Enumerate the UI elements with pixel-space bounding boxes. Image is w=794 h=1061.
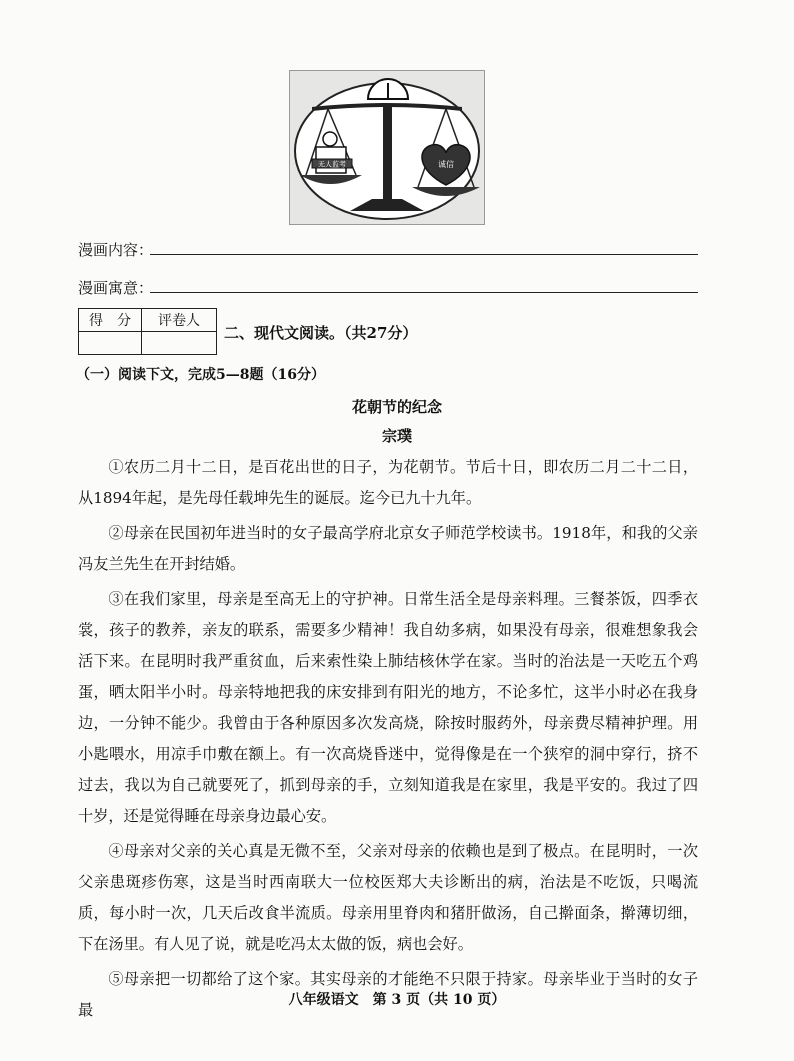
heart-label: 诚信 — [438, 160, 454, 169]
article-author: 宗璞 — [381, 427, 412, 445]
paragraph-4: ④母亲对父亲的关心真是无微不至，父亲对母亲的依赖也是到了极点。在昆明时，一次父亲患斑疹伤寒，这是当时西南联大一位校医郑大夫诊断出的病，治法是不吃饭，只喝流质，每小时一次，几天后改食半流质。母亲用里脊肉和猪肝做汤，自己擀面条，擀薄切细，下在汤里。有人见了说，就是吃冯太太做的饭，病也会好。 — [78, 842, 698, 953]
section-title: 二、现代文阅读。（共27分） — [224, 324, 418, 342]
cartoon-content-label: 漫画内容： — [78, 241, 154, 259]
page-footer: 八年级语文 第 3 页（共 10 页） — [288, 992, 506, 1008]
scale-cartoon — [289, 70, 485, 225]
score-cell[interactable] — [79, 332, 142, 355]
cartoon-meaning-line — [78, 278, 153, 298]
score-table — [78, 308, 217, 355]
cartoon-meaning-label: 漫画寓意： — [78, 279, 154, 297]
person-icon — [323, 132, 337, 146]
exam-sign-text: 无人监考 — [318, 160, 346, 169]
scale-post — [383, 105, 392, 201]
paragraph-5: ⑤母亲把一切都给了这个家。其实母亲的才能绝不只限于持家。母亲毕业于当时的女子最 — [78, 970, 698, 1019]
paragraph-3: ③在我们家里，母亲是至高无上的守护神。日常生活全是母亲料理。三餐茶饭，四季衣裳，孩子的教养，亲友的联系，需要多少精神！我自幼多病，如果没有母亲，很难想象我会活下来。在昆明时我严重贫血，后来索性染上肺结核休学在家。当时的治法是一天吃五个鸡蛋，晒太阳半小时。母亲特地把我的床安排到有阳光的地方，不论多忙，这半小时必在我身边，一分钟不能少。我曾由于各种原因多次发高烧，除按时服药外，母亲费尽精神护理。用小匙喂水，用凉手巾敷在额上。有一次高烧昏迷中，觉得像是在一个狭窄的洞中穿行，挤不过去，我以为自己就要死了，抓到母亲的手，立刻知道我是在家里，我是平安的。我过了四十岁，还是觉得睡在母亲身边最心安。 — [78, 590, 698, 825]
cartoon-content-line — [78, 240, 153, 260]
grader-header: 评卷人 — [142, 309, 217, 332]
cartoon-content-blank[interactable] — [150, 254, 698, 255]
article-body — [78, 452, 698, 1030]
cartoon-meaning-blank[interactable] — [150, 292, 698, 293]
score-header: 得 分 — [79, 309, 142, 332]
grader-cell[interactable] — [142, 332, 217, 355]
scale-drawing — [290, 71, 484, 224]
paragraph-2: ②母亲在民国初年进当时的女子最高学府北京女子师范学校读书。1918年，和我的父亲冯友兰先生在开封结婚。 — [78, 524, 698, 573]
question-title: （一）阅读下文，完成5—8题（16分） — [76, 367, 325, 383]
paragraph-1: ①农历二月十二日，是百花出世的日子，为花朝节。节后十日，即农历二月二十二日，从1894年起，是先母任载坤先生的诞辰。迄今已九十九年。 — [78, 458, 698, 507]
article-title: 花朝节的纪念 — [351, 398, 442, 416]
